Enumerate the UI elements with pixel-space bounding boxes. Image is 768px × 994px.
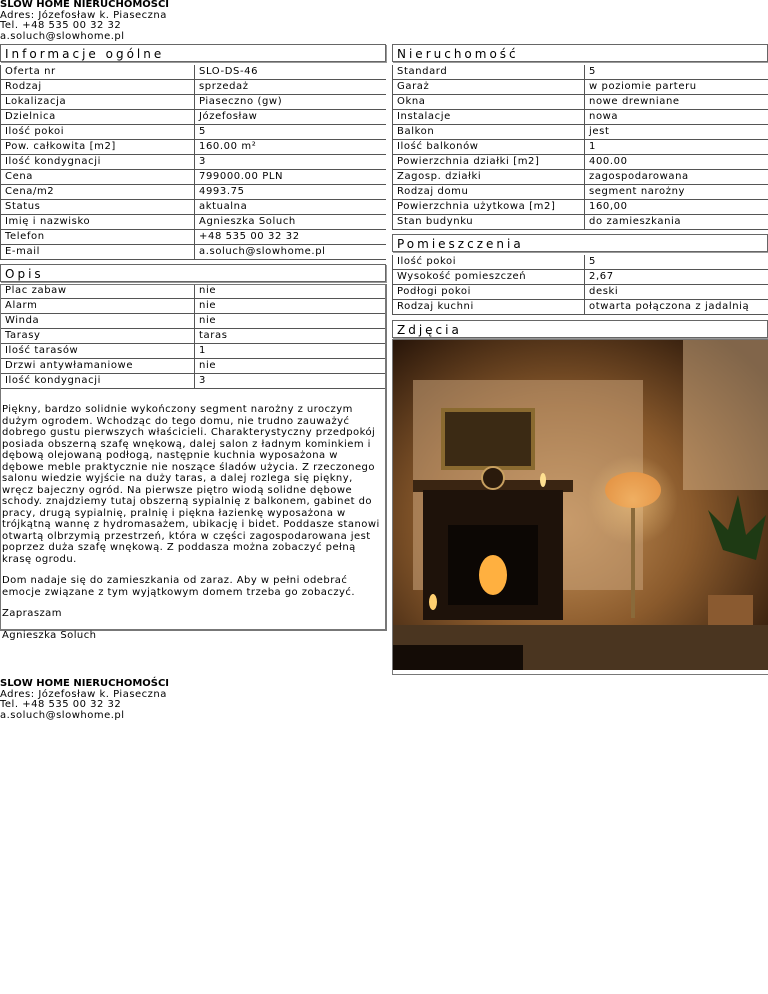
row-value: taras (194, 329, 386, 344)
property-row (392, 185, 768, 200)
row-value: segment narożny (584, 185, 768, 200)
section-title-general: Informacje ogólne (0, 44, 386, 62)
row-label: Okna (392, 95, 584, 110)
section-title-rooms: Pomieszczenia (392, 234, 768, 252)
row-value: 5 (584, 65, 768, 80)
row-value: nie (194, 284, 386, 299)
general-info-row (0, 125, 386, 140)
row-value: 4993.75 (194, 185, 386, 200)
row-label: Cena (0, 170, 194, 185)
row-value: 160,00 (584, 200, 768, 215)
row-label: Powierzchnia działki [m2] (392, 155, 584, 170)
row-value: +48 535 00 32 32 (194, 230, 386, 245)
page-header (0, 0, 169, 42)
row-value: 5 (194, 125, 386, 140)
rooms-row (392, 285, 768, 300)
row-value: Piaseczno (gw) (194, 95, 386, 110)
row-label: Cena/m2 (0, 185, 194, 200)
row-label: Instalacje (392, 110, 584, 125)
row-value: sprzedaż (194, 80, 386, 95)
description-paragraph: Piękny, bardzo solidnie wykończony segment narożny z uroczym dużym ogrodem. Wchodząc do tego domu, nie trudno zauważyć dobrego gustu pierwszych właścicieli. Charakterystyczny przedpokój posiada obszerną szafę wnękową, dalej salon z ładnym kominkiem i dębową olejowaną podłogą, następnie kuchnia wyposażona w dębowe meble praktycznie nie noszące śladów użycia. Z rzeczonego salonu wiedzie wyjście na duży taras, a dalej rozlega się piękny, wręcz bajeczny ogród. Na pierwsze piętro wiodą solidne dębowe schody. znajdziemy tutaj obszerną sypialnię z balkonem, gabinet do pracy, drugą sypialnię, pralnię i piękna łazienkę wyposażona w trójkątną wannę z hydromasażem, ubikację i bidet. Poddasze stanowi otwartą olbrzymią przestrzeń, która w części zagospodarowana jest poprzez duża szafę wnękową. Z poddasza można zobaczyć pełną krasę ogrodu. (2, 404, 380, 565)
property-row (392, 215, 768, 230)
row-value: Agnieszka Soluch (194, 215, 386, 230)
row-label: E-mail (0, 245, 194, 260)
row-value: 400.00 (584, 155, 768, 170)
description-paragraph: Zapraszam (2, 608, 62, 619)
row-value: 1 (584, 140, 768, 155)
property-row (392, 140, 768, 155)
row-label: Podłogi pokoi (392, 285, 584, 300)
row-label: Rodzaj kuchni (392, 300, 584, 315)
row-value: Józefosław (194, 110, 386, 125)
row-label: Rodzaj (0, 80, 194, 95)
row-label: Oferta nr (0, 65, 194, 80)
row-label: Powierzchnia użytkowa [m2] (392, 200, 584, 215)
property-row (392, 110, 768, 125)
company-name: SLOW HOME NIERUCHOMOŚCI (0, 0, 170, 10)
row-label: Rodzaj domu (392, 185, 584, 200)
row-label: Ilość balkonów (392, 140, 584, 155)
general-info-row (0, 200, 386, 215)
row-value: a.soluch@slowhome.pl (194, 245, 386, 260)
general-info-row (0, 245, 386, 260)
rooms-row (392, 270, 768, 285)
row-value: 3 (194, 155, 386, 170)
property-table (392, 65, 768, 230)
general-info-row (0, 230, 386, 245)
general-info-row (0, 80, 386, 95)
row-value: 1 (194, 344, 386, 359)
general-info-row (0, 185, 386, 200)
section-title-description: Opis (0, 264, 386, 282)
property-row (392, 155, 768, 170)
row-label: Zagosp. działki (392, 170, 584, 185)
property-row (392, 95, 768, 110)
fireplace-photo-image (393, 340, 768, 670)
general-info-row (0, 140, 386, 155)
row-label: Stan budynku (392, 215, 584, 230)
row-value: w poziomie parteru (584, 80, 768, 95)
row-value: zagospodarowana (584, 170, 768, 185)
company-email: a.soluch@slowhome.pl (0, 30, 125, 42)
property-row (392, 170, 768, 185)
row-label: Lokalizacja (0, 95, 194, 110)
description-signature: Agnieszka Soluch (2, 629, 97, 641)
row-label: Tarasy (0, 329, 194, 344)
row-label: Pow. całkowita [m2] (0, 140, 194, 155)
row-label: Ilość pokoi (392, 255, 584, 270)
row-label: Ilość kondygnacji (0, 374, 194, 389)
general-info-row (0, 170, 386, 185)
footer-company-name: SLOW HOME NIERUCHOMOŚCI (0, 678, 170, 689)
row-value: otwarta połączona z jadalnią (584, 300, 768, 315)
description-paragraph: Dom nadaje się do zamieszkania od zaraz. Aby w pełni odebrać emocje związane z tym wyjątkowym domem trzeba go zobaczyć. (2, 575, 355, 598)
property-row (392, 80, 768, 95)
row-label: Drzwi antywłamaniowe (0, 359, 194, 374)
description-text (2, 404, 380, 651)
property-row (392, 65, 768, 80)
row-label: Telefon (0, 230, 194, 245)
footer-phone: Tel. +48 535 00 32 32 (0, 699, 122, 710)
rooms-row (392, 255, 768, 270)
row-value: nowa (584, 110, 768, 125)
footer-email: a.soluch@slowhome.pl (0, 709, 125, 721)
row-label: Alarm (0, 299, 194, 314)
row-value: 160.00 m² (194, 140, 386, 155)
row-label: Plac zabaw (0, 284, 194, 299)
general-info-row (0, 215, 386, 230)
row-label: Wysokość pomieszczeń (392, 270, 584, 285)
general-info-row (0, 155, 386, 170)
row-label: Ilość tarasów (0, 344, 194, 359)
general-info-table (0, 65, 386, 260)
row-label: Balkon (392, 125, 584, 140)
row-label: Winda (0, 314, 194, 329)
row-label: Standard (392, 65, 584, 80)
rooms-table (392, 255, 768, 315)
row-value: aktualna (194, 200, 386, 215)
row-value: 2,67 (584, 270, 768, 285)
section-title-property: Nieruchomość (392, 44, 768, 62)
general-info-row (0, 95, 386, 110)
property-row (392, 200, 768, 215)
row-value: jest (584, 125, 768, 140)
row-value: 799000.00 PLN (194, 170, 386, 185)
section-title-photos: Zdjęcia (392, 320, 768, 338)
row-value: nie (194, 299, 386, 314)
row-value: nie (194, 314, 386, 329)
row-value: 5 (584, 255, 768, 270)
footer-address: Adres: Józefosław k. Piaseczna (0, 688, 167, 700)
row-label: Dzielnica (0, 110, 194, 125)
row-value: nie (194, 359, 386, 374)
row-label: Imię i nazwisko (0, 215, 194, 230)
row-value: 3 (194, 374, 386, 389)
row-label: Status (0, 200, 194, 215)
row-value: nowe drewniane (584, 95, 768, 110)
general-info-row (0, 65, 386, 80)
company-phone: Tel. +48 535 00 32 32 (0, 20, 122, 31)
general-info-row (0, 110, 386, 125)
row-label: Ilość kondygnacji (0, 155, 194, 170)
property-row (392, 125, 768, 140)
rooms-row (392, 300, 768, 315)
company-address: Adres: Józefosław k. Piaseczna (0, 9, 167, 21)
row-label: Garaż (392, 80, 584, 95)
row-value: do zamieszkania (584, 215, 768, 230)
property-photo[interactable] (393, 340, 768, 670)
row-value: SLO-DS-46 (194, 65, 386, 80)
row-label: Ilość pokoi (0, 125, 194, 140)
page-footer (0, 679, 169, 721)
row-value: deski (584, 285, 768, 300)
